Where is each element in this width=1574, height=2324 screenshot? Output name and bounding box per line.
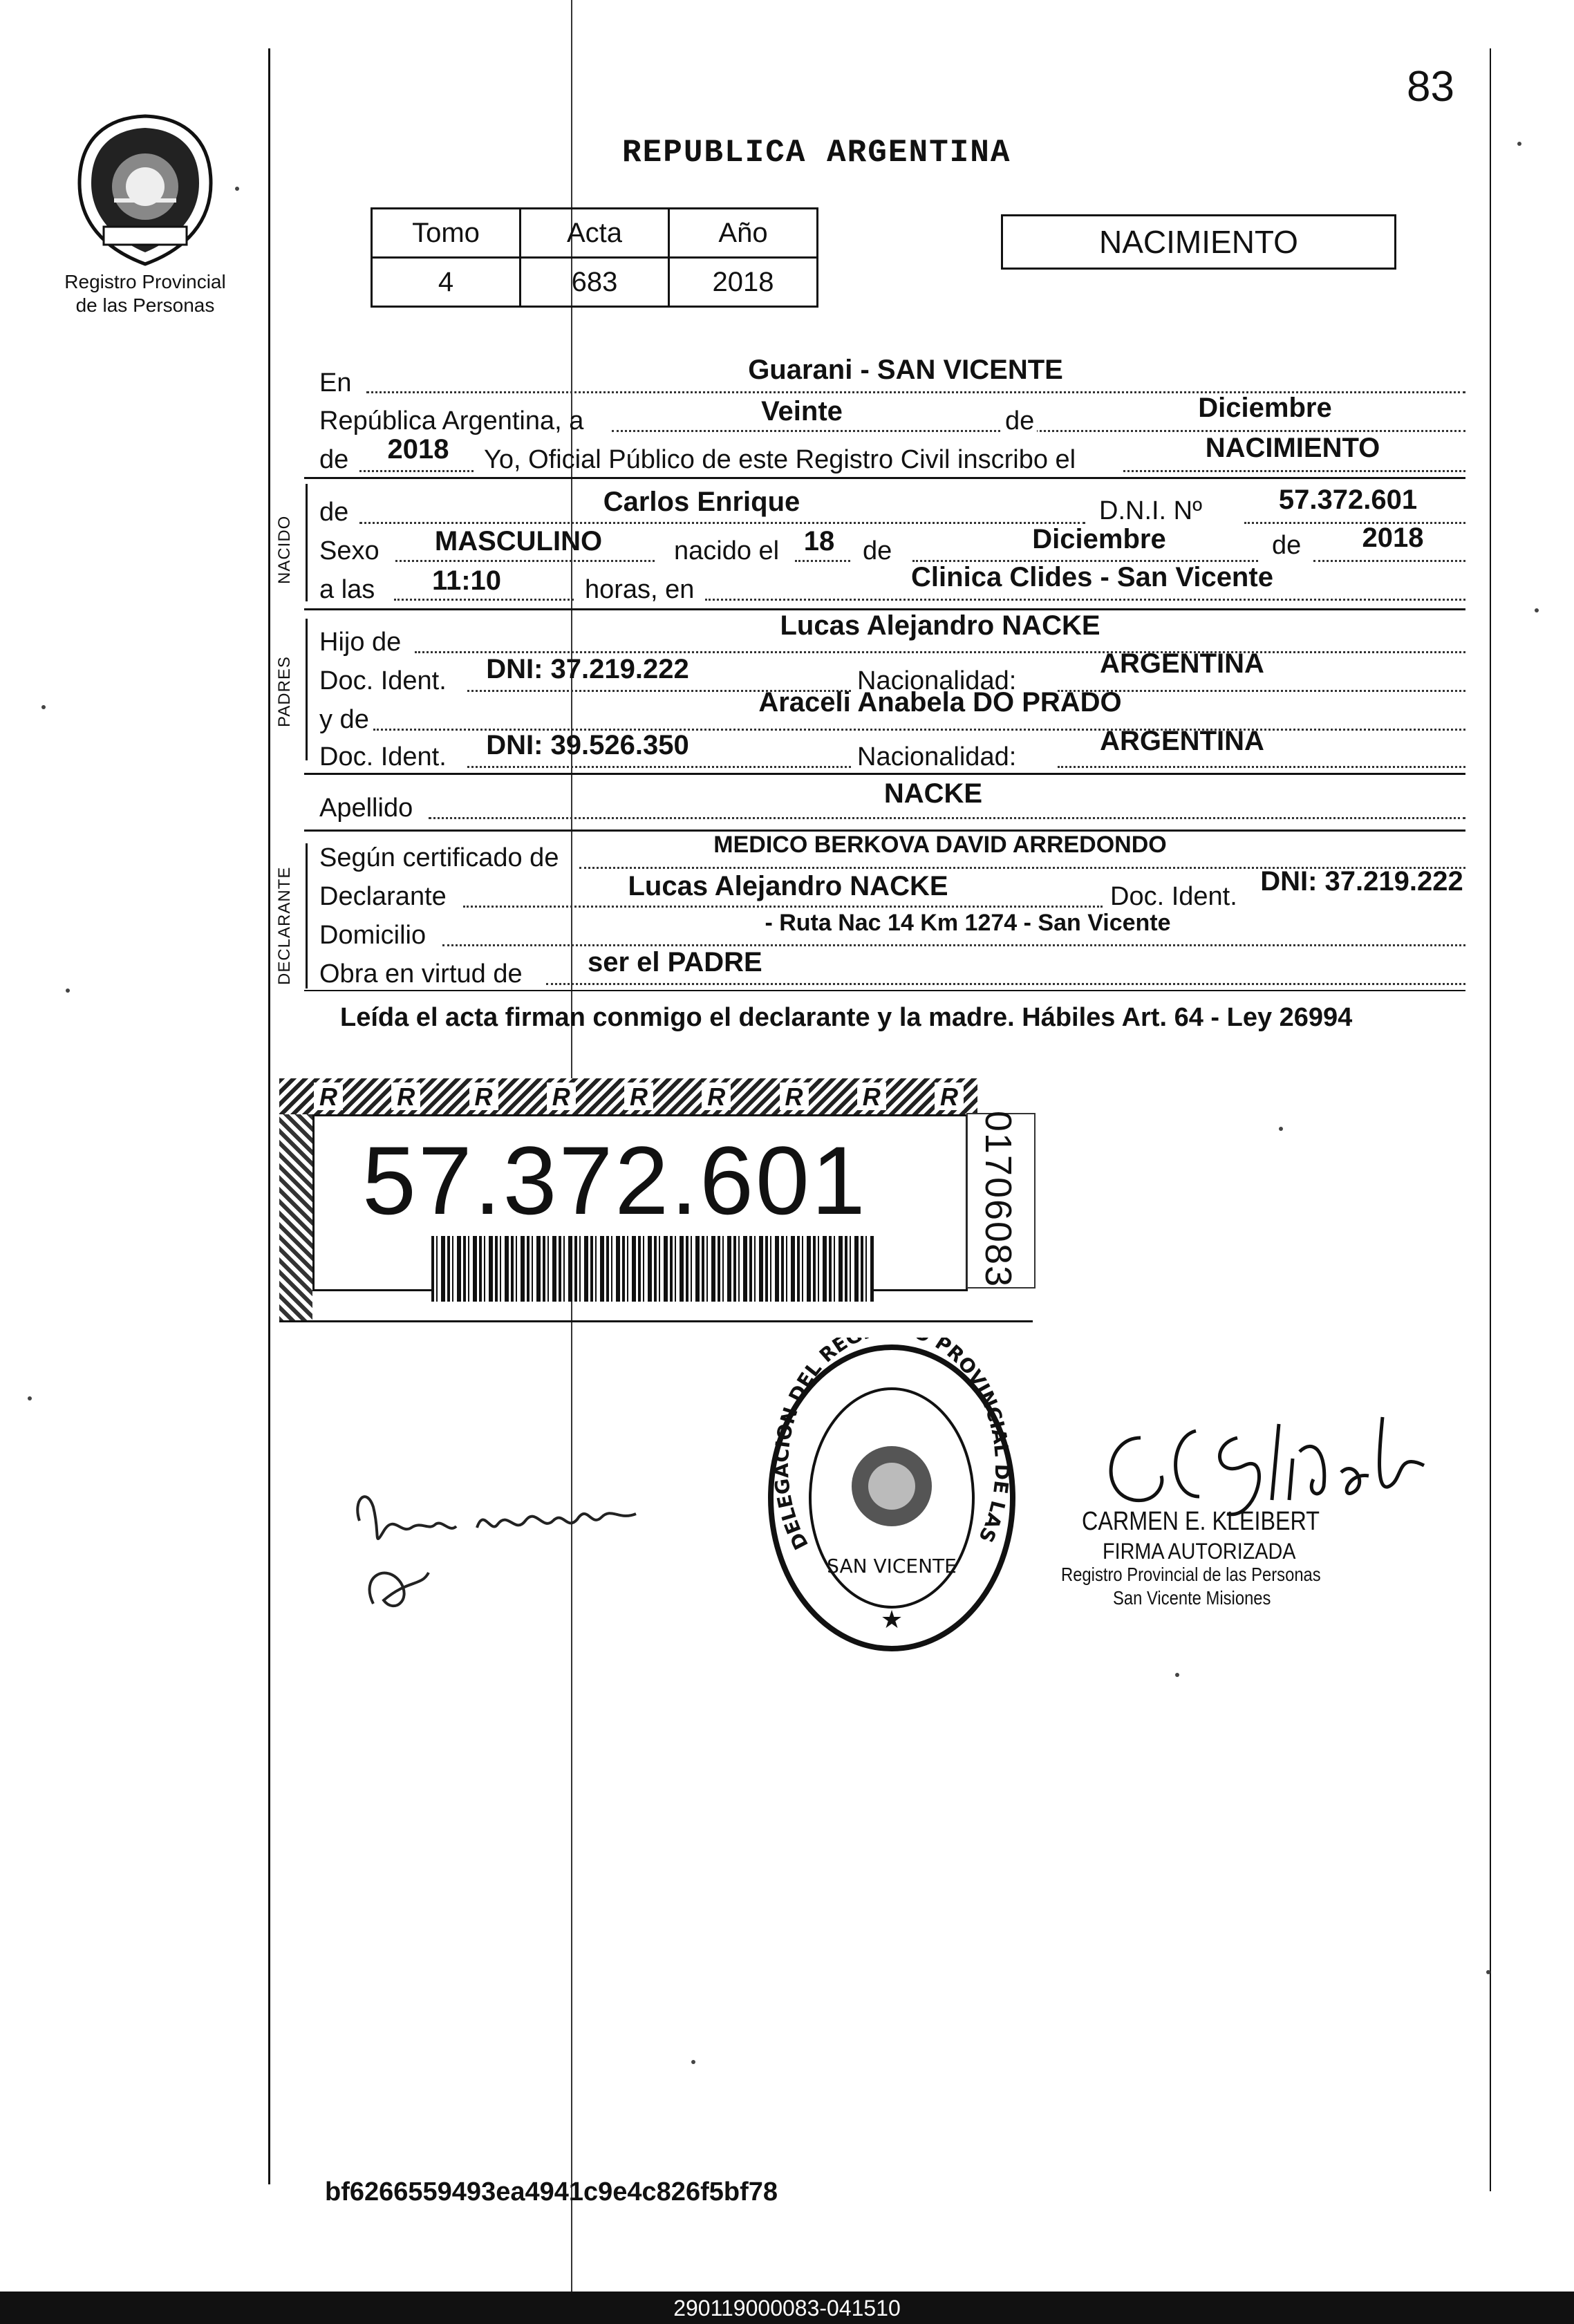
month-value: Diciembre — [1198, 393, 1332, 423]
sexo-label: Sexo — [319, 536, 380, 565]
obra-label: Obra en virtud de — [319, 959, 523, 988]
father-doc-value: DNI: 37.219.222 — [486, 654, 689, 684]
stamp-seal-icon — [760, 1338, 1023, 1656]
declarante-side-label: DECLARANTE — [275, 866, 294, 985]
scan-speck — [1279, 1127, 1283, 1131]
acta-value-tomo: 4 — [372, 258, 521, 307]
father-doc-label: Doc. Ident. — [319, 666, 447, 695]
acta-table-value-row — [372, 258, 818, 307]
day-value: Veinte — [761, 396, 843, 427]
country-title: REPUBLICA ARGENTINA — [622, 135, 1011, 171]
declarante-dots — [463, 906, 1103, 908]
sticker-band-letter: R — [547, 1083, 576, 1110]
birth-de-label: de — [863, 536, 892, 565]
obra-value: ser el PADRE — [588, 947, 762, 977]
birth-year-dots — [1313, 560, 1465, 562]
certificado-value: MEDICO BERKOVA DAVID ARREDONDO — [713, 832, 1167, 858]
sticker-bottom-line — [279, 1320, 1033, 1322]
document-hash: bf6266559493ea4941c9e4c826f5bf78 — [325, 2177, 778, 2206]
right-margin-line — [1490, 48, 1491, 2191]
en-value: Guarani - SAN VICENTE — [748, 355, 1063, 385]
republica-label: República Argentina, a — [319, 406, 584, 435]
footer-code: 290119000083-041510 — [673, 2296, 901, 2321]
acta-value-acta: 683 — [521, 258, 669, 307]
left-margin-line — [268, 48, 270, 2184]
sexo-dots — [395, 560, 655, 562]
father-dots — [415, 651, 1465, 653]
official-name: CARMEN E. KLEIBERT — [1082, 1507, 1320, 1536]
declarante-doc-value: DNI: 37.219.222 — [1260, 866, 1463, 897]
padres-side-label: PADRES — [275, 656, 294, 727]
birth-place-value: Clinica Clides - San Vicente — [911, 562, 1273, 592]
stamp-star-icon: ★ — [880, 1605, 903, 1633]
apellido-label: Apellido — [319, 794, 413, 823]
birth-year-value: 2018 — [1362, 523, 1424, 553]
apellido-dots — [429, 817, 1465, 819]
sticker-barcode — [431, 1236, 874, 1302]
sticker-band-letter: R — [857, 1083, 886, 1110]
year-value: 2018 — [387, 434, 449, 465]
scan-speck — [1175, 1673, 1179, 1677]
divider-3 — [304, 773, 1465, 775]
scan-speck — [28, 1396, 32, 1400]
apellido-value: NACKE — [883, 778, 983, 809]
sticker-left-pattern — [279, 1114, 312, 1322]
id-sticker — [279, 1078, 1033, 1327]
registry-logo — [55, 111, 235, 318]
hijo-de-label: Hijo de — [319, 628, 402, 657]
mother-doc-value: DNI: 39.526.350 — [486, 730, 689, 760]
birth-day-value: 18 — [803, 526, 835, 556]
father-nac-value: ARGENTINA — [1100, 648, 1264, 679]
acta-header-tomo: Tomo — [372, 209, 521, 258]
domicilio-dots — [442, 944, 1465, 946]
closing-text: Leída el acta firman conmigo el declarante y la madre. Hábiles Art. 64 - Ley 26994 — [340, 1003, 1353, 1032]
declarante-label: Declarante — [319, 882, 447, 911]
nacido-de-label: de — [319, 498, 349, 527]
nacido-name-value: Carlos Enrique — [603, 487, 800, 517]
mother-nac-label: Nacionalidad: — [857, 742, 1017, 771]
y-de-label: y de — [319, 705, 369, 734]
certificado-label: Según certificado de — [319, 843, 559, 872]
padres-bracket — [306, 619, 308, 760]
declarante-value: Lucas Alejandro NACKE — [628, 871, 948, 901]
declarante-bracket — [306, 843, 308, 988]
dni-label: D.N.I. Nº — [1099, 496, 1202, 525]
horas-label: horas, en — [585, 575, 695, 604]
a-las-label: a las — [319, 575, 375, 604]
nacido-bracket — [306, 484, 308, 601]
inscribo-label: Yo, Oficial Público de este Registro Civil inscribo el — [484, 445, 1076, 474]
scan-speck — [691, 2060, 695, 2064]
en-label: En — [319, 368, 352, 397]
scan-speck — [1535, 608, 1539, 612]
mother-doc-label: Doc. Ident. — [319, 742, 447, 771]
domicilio-label: Domicilio — [319, 921, 427, 950]
mother-doc-dots — [467, 766, 851, 768]
official-title: FIRMA AUTORIZADA — [1103, 1539, 1296, 1564]
sticker-band-letter: R — [469, 1083, 498, 1110]
nacido-side-label: NACIDO — [275, 515, 294, 584]
acta-table-header-row — [372, 209, 818, 258]
registry-caption-line1: Registro Provincial — [64, 271, 226, 292]
father-nac-label: Nacionalidad: — [857, 666, 1017, 695]
birth-day-dots — [795, 560, 850, 562]
inscribo-value: NACIMIENTO — [1205, 433, 1380, 463]
birth-de-label-2: de — [1272, 531, 1302, 560]
sticker-band-letter: R — [314, 1083, 343, 1110]
document-type-box: NACIMIENTO — [1001, 214, 1396, 270]
de-label-1: de — [1002, 408, 1037, 434]
mother-nac-value: ARGENTINA — [1100, 726, 1264, 756]
page-number: 83 — [1407, 63, 1454, 111]
year-dots — [359, 470, 474, 472]
stamp-inner-text: SAN VICENTE — [827, 1555, 957, 1577]
hour-value: 11:10 — [431, 565, 502, 596]
scan-speck — [66, 988, 70, 993]
sticker-band-letter: R — [935, 1083, 964, 1110]
registry-caption-line2: de las Personas — [75, 294, 215, 316]
sexo-value: MASCULINO — [434, 526, 603, 556]
birth-place-dots — [705, 599, 1465, 601]
official-stamp — [760, 1338, 1023, 1656]
acta-header-anio: Año — [669, 209, 818, 258]
obra-dots — [546, 983, 1465, 985]
father-value: Lucas Alejandro NACKE — [780, 610, 1100, 641]
acta-table — [371, 207, 818, 308]
nacido-name-dots — [359, 522, 1085, 524]
inscribo-dots — [1123, 470, 1465, 472]
birth-month-value: Diciembre — [1032, 524, 1166, 554]
stamp-outer-text: DELEGACION DEL RE PROVINCIAL DE LAS — [769, 1338, 1014, 1554]
scan-speck — [1486, 1970, 1490, 1974]
handwritten-signature-left — [346, 1465, 664, 1624]
mother-value: Araceli Anabela DO PRADO — [758, 687, 1122, 718]
sticker-serial: 01706083 — [977, 1110, 1019, 1288]
scan-speck — [41, 705, 46, 709]
official-org: Registro Provincial de las Personas — [1061, 1564, 1321, 1585]
acta-header-acta: Acta — [521, 209, 669, 258]
signature-left — [346, 1465, 664, 1624]
acta-value-anio: 2018 — [669, 258, 818, 307]
sticker-band-letters — [314, 1083, 964, 1110]
scan-speck — [1517, 142, 1521, 146]
nacido-el-label: nacido el — [674, 536, 780, 565]
domicilio-value: - Ruta Nac 14 Km 1274 - San Vicente — [765, 910, 1171, 936]
divider-5 — [304, 990, 1465, 991]
dni-value: 57.372.601 — [1278, 485, 1418, 515]
de-label-2: de — [319, 445, 349, 474]
sticker-band-letter: R — [391, 1083, 420, 1110]
sticker-number: 57.372.601 — [362, 1126, 868, 1235]
provincial-seal-icon — [55, 111, 235, 270]
footer-bar — [0, 2292, 1574, 2324]
hour-dots — [394, 599, 574, 601]
sticker-band-letter: R — [702, 1083, 731, 1110]
declarante-doc-label: Doc. Ident. — [1110, 882, 1237, 911]
divider-1 — [304, 477, 1465, 479]
sticker-band-letter: R — [780, 1083, 809, 1110]
mother-nac-dots — [1058, 766, 1465, 768]
sticker-band-letter: R — [624, 1083, 653, 1110]
scan-speck — [235, 187, 239, 191]
republica-dots — [612, 430, 1465, 432]
official-location: San Vicente Misiones — [1113, 1587, 1271, 1609]
